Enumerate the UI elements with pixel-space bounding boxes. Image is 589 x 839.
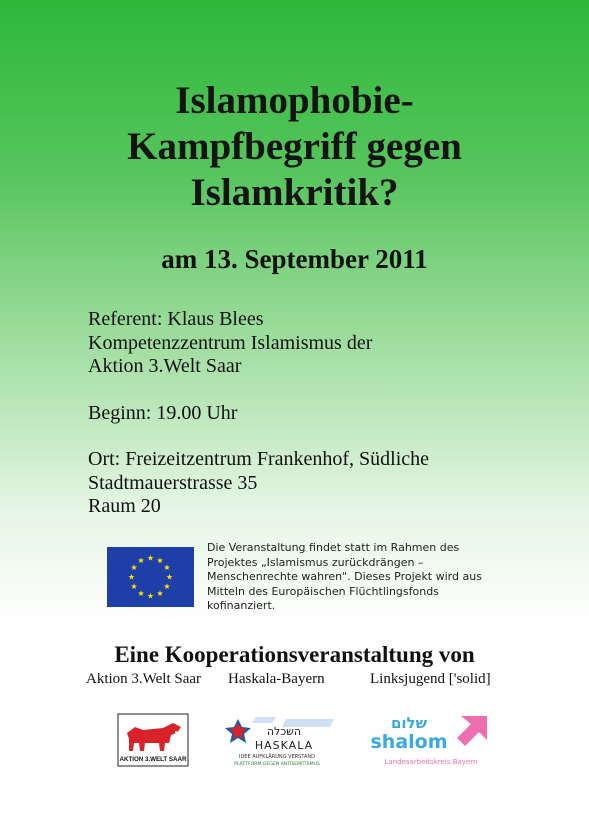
eu-star [157,557,163,563]
eu-funding-notice [207,541,507,614]
svg-text:PLATTFORM GEGEN ANTISEMITISMUS: PLATTFORM GEGEN ANTISEMITISMUS [234,762,320,767]
eu-star [138,590,144,596]
partner-linksjugend: Linksjugend ['solid] [370,671,491,687]
cooperation-heading: Eine Kooperationsveranstaltung von [114,642,475,667]
location-line-2: Stadtmauerstrasse 35 [88,471,258,494]
haskala-star-icon [216,713,338,770]
shalom-arrow-icon [370,710,491,772]
partner-haskala: Haskala-Bayern [228,671,325,687]
spacer [88,379,558,402]
svg-text:AKTION 3.WELT SAAR: AKTION 3.WELT SAAR [119,756,187,763]
eu-star [128,574,134,580]
event-date: am 13. September 2011 [161,244,428,274]
eu-star [164,583,170,589]
haskala-logo [216,713,338,770]
eu-star [147,555,153,561]
event-details [88,308,558,519]
svg-text:השכלה: השכלה [266,725,302,738]
event-title [0,78,589,216]
eu-notice-line: Menschenrechte wahren". Dieses Projekt wird aus [207,570,482,584]
title-line-1: Islamophobie- [175,79,414,122]
eu-notice-line: Mitteln des Europäischen Flüchtlingsfonds [207,584,439,598]
eu-notice-line: Die Veranstaltung findet statt im Rahmen des [207,541,460,554]
eu-notice-line: Projektes „Islamismus zurückdrängen – [207,555,424,569]
svg-text:shalom: shalom [370,731,448,753]
spacer [88,425,558,448]
svg-text:IDEE AUFKLÄRUNG VERSTAND: IDEE AUFKLÄRUNG VERSTAND [238,754,316,760]
eu-star [166,574,172,580]
room-line: Raum 20 [88,495,161,517]
title-line-2: Kampfbegriff gegen [127,125,462,168]
organization-line-2: Aktion 3.Welt Saar [88,355,242,377]
svg-text:שלום: שלום [390,714,428,732]
eu-star [131,564,137,570]
start-time: Beginn: 19.00 Uhr [88,401,238,424]
eu-flag-icon [107,547,194,607]
eu-star [131,583,137,589]
aktion-dog-icon [117,713,189,767]
shalom-logo [370,710,491,772]
eu-star [157,590,163,596]
title-line-3: Islamkritik? [190,171,399,214]
eu-star [138,557,144,563]
partner-aktion: Aktion 3.Welt Saar [86,671,202,687]
eu-flag-stars [107,547,194,607]
aktion-logo [117,713,189,767]
eu-star [164,564,170,570]
eu-notice-line: kofinanziert. [207,599,276,613]
svg-text:Landesarbeitskreis Bayern: Landesarbeitskreis Bayern [384,758,478,766]
eu-star [147,593,153,599]
referent-line: Referent: Klaus Blees [88,308,264,330]
organization-line-1: Kompetenzzentrum Islamismus der [88,331,373,354]
location-line-1: Ort: Freizeitzentrum Frankenhof, Südliche [88,448,430,470]
svg-text:HASKALA: HASKALA [254,739,314,752]
